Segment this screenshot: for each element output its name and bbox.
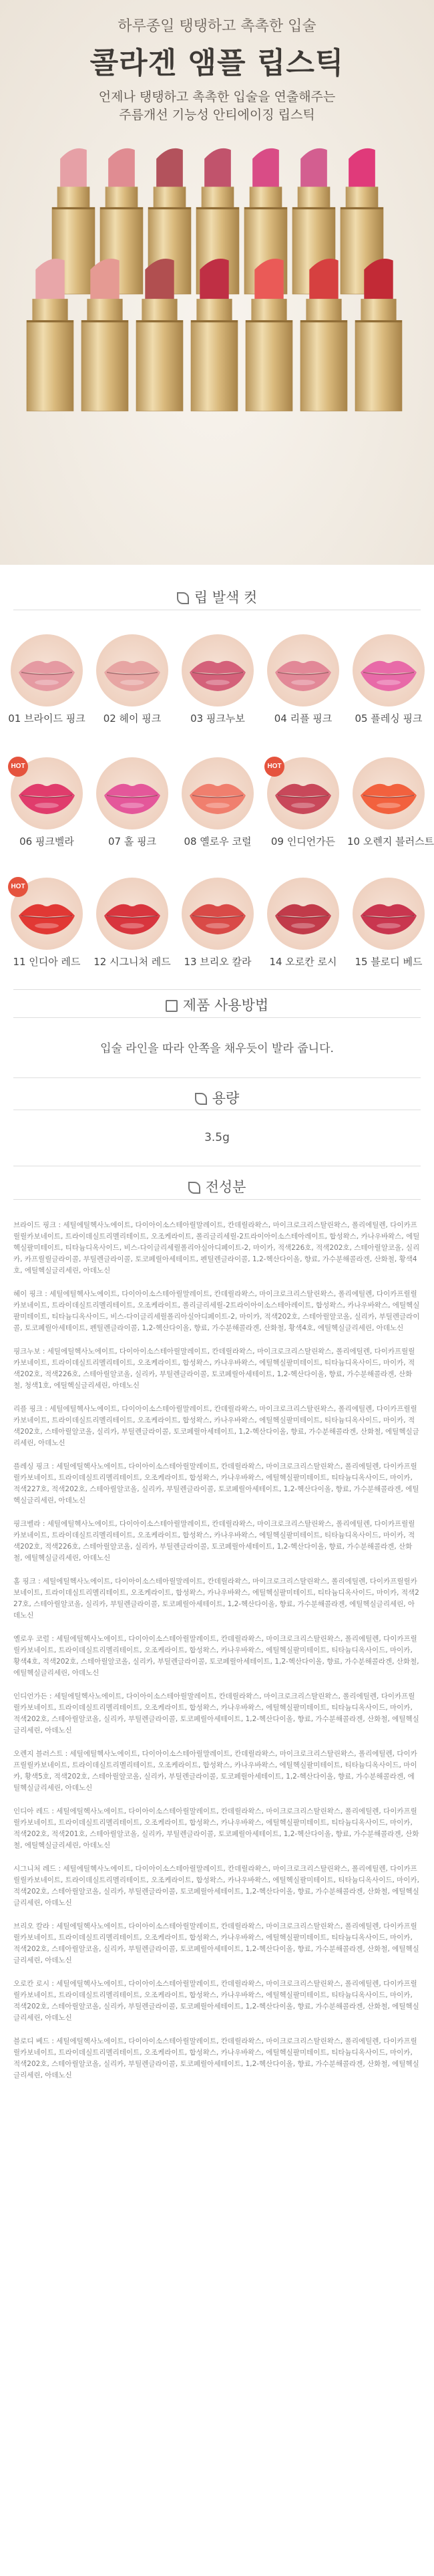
hero-title: 콜라겐 앰플 립스틱 (89, 46, 345, 80)
ingredient-paragraph: 오로칸 로시 : 세틸에틸헥사노에이트, 다이아이소스테아릴말레이트, 칸데릴라왁스, 마이크로크리스탈린왁스, 폴리에틸렌, 다이카프릴릴카보네이트, 트라이데실트리멜리테이트, 오조케라이트, 합성왁스, 카나우바왁스, 에틸헥실팔미테이트, 티타늄디옥사이드, 마이카, 적색202호, 스테아릴알코올, 실리카, 부틸렌글라이콜, 토코페릴아세테이트, 1,2-헥산다이올, 향료, 가수분해콜라겐, 산화철, 에틸헥실글리세린, 아데노신 (13, 1980, 419, 2022)
swatch-label: 11 인디아 레드 (13, 956, 81, 968)
ingredient-paragraph: 플레싱 핑크 : 세틸에틸헥사노에이트, 다이아이소스테아릴말레이트, 칸데릴라왁스, 마이크로크리스탈린왁스, 폴리에틸렌, 다이카프릴릴카보네이트, 트라이데실트리멜리테이트, 오조케라이트, 합성왁스, 카나우바왁스, 에틸헥실팔미테이트, 티타늄디옥사이드, 마이카, 적색227호, 적색202호, 스테아릴알코올, 실리카, 부틸렌글라이콜, 토코페릴아세테이트, 1,2-헥산다이올, 향료, 가수분해콜라겐, 에틸헥실글리세린, 아데노신 (13, 1462, 419, 1505)
ingredient-paragraph: 브리오 칼라 : 세틸에틸헥사노에이트, 다이아이소스테아릴말레이트, 칸데릴라왁스, 마이크로크리스탈린왁스, 폴리에틸렌, 다이카프릴릴카보네이트, 트라이데실트리멜리테이트, 오조케라이트, 합성왁스, 카나우바왁스, 에틸헥실팔미테이트, 티타늄디옥사이드, 마이카, 적색202호, 스테아릴알코올, 실리카, 부틸렌글라이콜, 토코페릴아세테이트, 1,2-헥산다이올, 향료, 가수분해콜라겐, 산화철, 에틸헥실글리세린, 아데노신 (13, 1922, 419, 1964)
ingredient-paragraph: 리플 핑크 : 세틸에틸헥사노에이트, 다이아이소스테아릴말레이트, 칸데릴라왁스, 마이크로크리스탈린왁스, 폴리에틸렌, 다이카프릴릴카보네이트, 트라이데실트리멜리테이트, 오조케라이트, 합성왁스, 카나우바왁스, 에틸헥실팔미테이트, 티타늄디옥사이드, 마이카, 적색202호, 스테아릴알코올, 실리카, 부틸렌글라이콜, 토코페릴아세테이트, 1,2-헥산다이올, 향료, 가수분해콜라겐, 산화철, 에틸헥실글리세린, 아데노신 (13, 1405, 419, 1447)
divider (13, 1077, 421, 1078)
ingredients-section-title (0, 1176, 434, 1196)
swatch-label: 12 시그니처 레드 (93, 956, 171, 968)
lip-swatch (176, 634, 259, 725)
swatch-label: 14 오로칸 로시 (269, 956, 337, 968)
hero-subtitle: 하루종일 탱탱하고 촉촉한 입술 (118, 18, 316, 35)
hot-badge: HOT (8, 757, 28, 777)
hot-badge: HOT (264, 757, 284, 777)
ingredient-paragraph: 시그니처 레드 : 세틸에틸헥사노에이트, 다이아이소스테아릴말레이트, 칸데릴라왁스, 마이크로크리스탈린왁스, 폴리에틸렌, 다이카프릴릴카보네이트, 트라이데실트리멜리테이트, 오조케라이트, 합성왁스, 카나우바왁스, 에틸헥실팔미테이트, 티타늄디옥사이드, 마이카, 적색202호, 스테아릴알코올, 실리카, 부틸렌글라이콜, 토코페릴아세테이트, 1,2-헥산다이올, 향료, 가수분해콜라겐, 산화철, 에틸헥실글리세린, 아데노신 (13, 1865, 419, 1907)
lip-swatch (347, 877, 430, 969)
ingredient-paragraph: 핑크벨라 : 세틸에틸헥사노에이트, 다이아이소스테아릴말레이트, 칸데릴라왁스, 마이크로크리스탈린왁스, 폴리에틸렌, 다이카프릴릴카보네이트, 트라이데실트리멜리테이트, 오조케라이트, 합성왁스, 카나우바왁스, 에틸헥실팔미테이트, 티타늄디옥사이드, 마이카, 적색202호, 적색226호, 스테아릴알코올, 실리카, 부틸렌글라이콜, 토코페릴아세테이트, 1,2-헥산다이올, 향료, 가수분해콜라겐, 산화철, 에틸헥실글리세린, 아데노신 (13, 1520, 415, 1562)
lip-swatch (262, 877, 345, 969)
lip-swatch (262, 634, 345, 725)
divider (13, 989, 421, 990)
usage-section-title (0, 995, 434, 1015)
lip-swatch (347, 757, 434, 848)
swatch-label: 01 브라이드 핑크 (8, 713, 85, 725)
swatch-label: 10 오렌지 블러스트 (347, 835, 434, 848)
lip-swatch (5, 757, 88, 848)
lips-image (91, 877, 174, 950)
swatch-label: 08 옐로우 코럴 (184, 835, 252, 848)
volume-section-title (0, 1087, 434, 1108)
lips-image (176, 757, 259, 830)
swatch-label: 15 블로디 베드 (355, 956, 423, 968)
swatch-label: 02 헤이 핑크 (103, 713, 162, 725)
lips-image (176, 634, 259, 707)
swatch-label: 03 핑크누보 (190, 713, 245, 725)
hero-description (0, 88, 434, 124)
hero-desc-line: 주름개선 기능성 안티에이징 립스틱 (119, 108, 315, 122)
volume-title-text: 용량 (212, 1090, 240, 1106)
ingredient-paragraph: 옐로우 코럴 : 세틸에틸헥사노에이트, 다이아이소스테아릴말레이트, 칸데릴라왁스, 마이크로크리스탈린왁스, 폴리에틸렌, 다이카프릴릴카보네이트, 트라이데실트리멜리테이트, 오조케라이트, 합성왁스, 카나우바왁스, 에틸헥실팔미테이트, 티타늄디옥사이드, 마이카, 황색4호, 적색202호, 스테아릴알코올, 실리카, 부틸렌글라이콜, 토코페릴아세테이트, 1,2-헥산다이올, 향료, 가수분해콜라겐, 산화철, 에틸헥실글리세린, 아데노신 (13, 1635, 419, 1677)
lips-image (347, 634, 430, 707)
lips-image (5, 634, 88, 707)
lips-image (91, 757, 174, 830)
volume-text: 3.5g (204, 1131, 230, 1144)
lip-swatch (5, 877, 88, 969)
ingredients-title-text: 전성분 (205, 1179, 246, 1195)
leaf-icon (177, 592, 189, 604)
lip-swatch (262, 757, 345, 848)
lips-image (347, 877, 430, 950)
ingredients-list (13, 1220, 421, 2093)
leaf-icon (195, 1093, 207, 1105)
lip-swatch (347, 634, 430, 725)
hero-desc-line: 언제나 탱탱하고 촉촉한 입술을 연출해주는 (98, 90, 336, 104)
lips-image (176, 877, 259, 950)
lip-swatch (91, 877, 174, 969)
lips-image (262, 634, 345, 707)
lip-swatch (5, 634, 88, 725)
swatch-label: 09 인디언가든 (270, 835, 336, 848)
ingredient-paragraph: 인디언가든 : 세틸에틸헥사노에이트, 다이아이소스테아릴말레이트, 칸데릴라왁스, 마이크로크리스탈린왁스, 폴리에틸렌, 다이카프릴릴카보네이트, 트라이데실트리멜리테이트, 오조케라이트, 합성왁스, 카나우바왁스, 에틸헥실팔미테이트, 티타늄디옥사이드, 마이카, 적색202호, 스테아릴알코올, 실리카, 부틸렌글라이콜, 토코페릴아세테이트, 1,2-헥산다이올, 향료, 가수분해콜라겐, 산화철, 에틸헥실글리세린, 아데노신 (13, 1692, 419, 1734)
ingredient-paragraph: 헤이 핑크 : 세틸에틸헥사노에이트, 다이아이소스테아릴말레이트, 칸데릴라왁스, 마이크로크리스탈린왁스, 폴리에틸렌, 다이카프릴릴카보네이트, 트라이데실트리멜리테이트, 오조케라이트, 폴리글리세릴-2트라이아이소스테아레이트, 합성왁스, 카나우바왁스, 에틸헥실팔미테이트, 티타늄디옥사이드, 비스-다이글리세릴폴리아실아디페이트-2, 마이카, 적색202호, 스테아릴알코올, 실리카, 부틸렌글라이콜, 토코페릴아세테이트, 펜틸렌글라이콜, 1,2-헥산다이올, 향료, 가수분해콜라겐, 산화철, 황색4호, 에틸헥실글리세린, 아데노신 (13, 1290, 420, 1332)
swatch-label: 13 브리오 칼라 (184, 956, 252, 968)
lip-swatch (91, 634, 174, 725)
lipstick-lineup (0, 140, 434, 428)
lips-image (347, 757, 430, 830)
divider (13, 1199, 421, 1200)
swatch-section-title (0, 587, 434, 607)
usage-text: 입술 라인을 따라 안쪽을 채우듯이 발라 줍니다. (100, 1042, 334, 1055)
ingredient-paragraph: 브라이드 핑크 : 세틸에틸헥사노에이트, 다이아이소스테아릴말레이트, 칸데릴라왁스, 마이크로크리스탈린왁스, 폴리에틸렌, 다이카프릴릴카보네이트, 트라이데실트리멜리테이트, 오조케라이트, 폴리글리세릴-2트라이아이소스테아레이트, 합성왁스, 카나우바왁스, 에틸헥실팔미테이트, 티타늄디옥사이드, 비스-다이글리세릴폴리아실아디페이트-2, 마이카, 적색226호, 적색202호, 스테아릴알코올, 실리카, 카프릴릴글라이콜, 부틸렌글라이콜, 토코페릴아세테이트, 펜틸렌글라이콜, 1,2-헥산다이올, 향료, 가수분해콜라겐, 산화철, 황색4호, 에틸헥실글리세린, 아데노신 (13, 1221, 420, 1275)
ingredient-paragraph: 오렌지 블러스트 : 세틸에틸헥사노에이트, 다이아이소스테아릴말레이트, 칸데릴라왁스, 마이크로크리스탈린왁스, 폴리에틸렌, 다이카프릴릴카보네이트, 트라이데실트리멜리테이트, 오조케라이트, 합성왁스, 카나우바왁스, 에틸헥실팔미테이트, 티타늄디옥사이드, 마이카, 황색5호, 적색202호, 스테아릴알코올, 실리카, 부틸렌글라이콜, 토코페릴아세테이트, 1,2-헥산다이올, 향료, 가수분해콜라겐, 에틸헥실글리세린, 아데노신 (13, 1750, 417, 1792)
lips-image (91, 634, 174, 707)
swatch-label: 07 홀 핑크 (107, 835, 157, 848)
lips-image (262, 877, 345, 950)
lip-swatch (176, 757, 259, 848)
hot-badge: HOT (8, 877, 28, 897)
hero-banner (0, 0, 434, 565)
ingredient-paragraph: 핑크누보 : 세틸에틸헥사노에이트, 다이아이소스테아릴말레이트, 칸데릴라왁스, 마이크로크리스탈린왁스, 폴리에틸렌, 다이카프릴릴카보네이트, 트라이데실트리멜리테이트, 오조케라이트, 합성왁스, 카나우바왁스, 에틸헥실팔미테이트, 티타늄디옥사이드, 마이카, 적색202호, 적색226호, 스테아릴알코올, 실리카, 부틸렌글라이콜, 토코페릴아세테이트, 1,2-헥산다이올, 향료, 가수분해콜라겐, 산화철, 청색1호, 에틸헥실글리세린, 아데노신 (13, 1347, 415, 1390)
leaf-icon (188, 1182, 200, 1194)
swatch-label: 04 리플 핑크 (274, 713, 333, 725)
usage-title-text: 제품 사용방법 (182, 997, 269, 1013)
ingredient-paragraph: 인디아 레드 : 세틸에틸헥사노에이트, 다이아이소스테아릴말레이트, 칸데릴라왁스, 마이크로크리스탈린왁스, 폴리에틸렌, 다이카프릴릴카보네이트, 트라이데실트리멜리테이트, 오조케라이트, 합성왁스, 카나우바왁스, 에틸헥실팔미테이트, 티타늄디옥사이드, 마이카, 적색202호, 적색201호, 스테아릴알코올, 실리카, 부틸렌글라이콜, 토코페릴아세테이트, 1,2-헥산다이올, 향료, 가수분해콜라겐, 산화철, 에틸헥실글리세린, 아데노신 (13, 1807, 419, 1849)
ingredient-paragraph: 블로디 베드 : 세틸에틸헥사노에이트, 다이아이소스테아릴말레이트, 칸데릴라왁스, 마이크로크리스탈린왁스, 폴리에틸렌, 다이카프릴릴카보네이트, 트라이데실트리멜리테이트, 오조케라이트, 합성왁스, 카나우바왁스, 에틸헥실팔미테이트, 티타늄디옥사이드, 마이카, 적색202호, 스테아릴알코올, 실리카, 부틸렌글라이콜, 토코페릴아세테이트, 1,2-헥산다이올, 향료, 가수분해콜라겐, 산화철, 에틸헥실글리세린, 아데노신 (13, 2037, 419, 2079)
lip-swatch (91, 757, 174, 848)
lip-swatch (176, 877, 259, 969)
swatch-label: 06 핑크벨라 (19, 835, 74, 848)
ingredient-paragraph: 홀 핑크 : 세틸에틸헥사노에이트, 다이아이소스테아릴말레이트, 칸데릴라왁스, 마이크로크리스탈린왁스, 폴리에틸렌, 다이카프릴릴카보네이트, 트라이데실트리멜리테이트, 오조케라이트, 합성왁스, 카나우바왁스, 에틸헥실팔미테이트, 티타늄디옥사이드, 마이카, 적색227호, 스테아릴알코올, 실리카, 부틸렌글라이콜, 토코페릴아세테이트, 1,2-헥산다이올, 향료, 가수분해콜라겐, 에틸헥실글리세린, 아데노신 (13, 1577, 419, 1620)
box-icon (166, 1000, 178, 1012)
swatch-section-title-text: 립 발색 컷 (194, 590, 258, 606)
swatch-label: 05 플레싱 핑크 (355, 713, 423, 725)
divider (13, 1017, 421, 1018)
